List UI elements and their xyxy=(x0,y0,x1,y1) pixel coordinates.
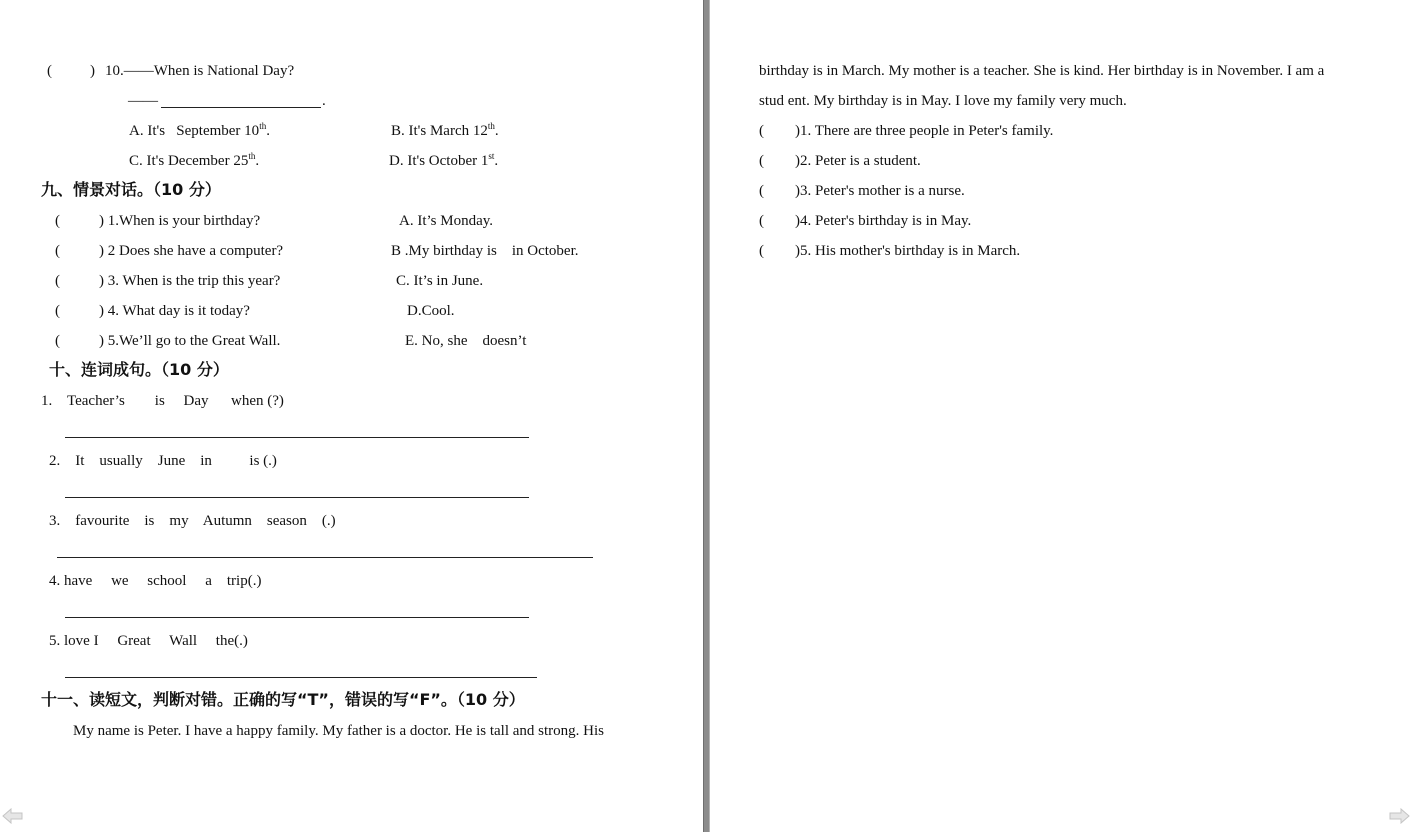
s10-item2: 2. It usually June in is (.) xyxy=(49,453,277,469)
right-page xyxy=(710,0,1421,832)
s11-q4: )4. Peter's birthday is in May. xyxy=(795,213,972,229)
s10-item1: 1. Teacher’s is Day when (?) xyxy=(41,393,284,409)
s9-row4-question: ) 4. What day is it today? xyxy=(99,303,250,319)
q10-option-a: A. It's September 10th. xyxy=(129,121,270,139)
s10-item4: 4. have we school a trip(.) xyxy=(49,573,262,589)
s9-row4-answer: D.Cool. xyxy=(407,303,455,319)
s9-row3-answer: C. It’s in June. xyxy=(396,273,484,289)
s11-q4-paren: ( xyxy=(759,213,764,229)
s9-row5-answer: E. No, she doesn’t xyxy=(405,333,527,349)
q10-paren-close: ) xyxy=(90,63,95,79)
s10-item2-answer-line[interactable] xyxy=(65,497,529,498)
section9-title: 九、情景对话。（10 分） xyxy=(41,180,221,199)
s9-row4-paren: ( xyxy=(55,303,60,319)
s11-q5-paren: ( xyxy=(759,243,764,259)
section10-title: 十、连词成句。（10 分） xyxy=(49,360,229,379)
s11-q2: )2. Peter is a student. xyxy=(795,153,921,169)
s11-passage-line1: My name is Peter. I have a happy family. My father is a doctor. He is tall and strong. His xyxy=(73,723,604,739)
s11-q3-paren: ( xyxy=(759,183,764,199)
s11-q5: )5. His mother's birthday is in March. xyxy=(795,243,1021,259)
s9-row5-paren: ( xyxy=(55,333,60,349)
s11-q2-paren: ( xyxy=(759,153,764,169)
s9-row1-answer: A. It’s Monday. xyxy=(399,213,494,229)
s10-item5: 5. love I Great Wall the(.) xyxy=(49,633,248,649)
s9-row5-question: ) 5.We’ll go to the Great Wall. xyxy=(99,333,281,349)
s11-q1-paren: ( xyxy=(759,123,764,139)
q10-answer-end: . xyxy=(322,93,326,109)
s11-q3: )3. Peter's mother is a nurse. xyxy=(795,183,965,199)
s9-row2-answer: B .My birthday is in October. xyxy=(391,243,579,259)
s9-row3-question: ) 3. When is the trip this year? xyxy=(99,273,281,289)
s9-row1-paren: ( xyxy=(55,213,60,229)
q10-answer-dash: —— xyxy=(128,93,158,109)
s10-item3-answer-line[interactable] xyxy=(57,557,593,558)
page-divider xyxy=(703,0,710,832)
s11-passage-line2: birthday is in March. My mother is a teacher. She is kind. Her birthday is in November. I am a xyxy=(759,63,1325,79)
s9-row1-question: ) 1.When is your birthday? xyxy=(99,213,261,229)
s9-row2-paren: ( xyxy=(55,243,60,259)
s9-row3-paren: ( xyxy=(55,273,60,289)
s10-item5-answer-line[interactable] xyxy=(65,677,537,678)
s11-q1: )1. There are three people in Peter's family. xyxy=(795,123,1054,139)
q10-option-b: B. It's March 12th. xyxy=(391,121,499,139)
q10-question: 10.——When is National Day? xyxy=(105,63,295,79)
right-arrow-icon[interactable] xyxy=(1388,808,1410,824)
q10-option-d: D. It's October 1st. xyxy=(389,151,499,169)
section11-title: 十一、读短文，判断对错。正确的写“T”，错误的写“F”。（10 分） xyxy=(41,690,525,709)
q10-option-c: C. It's December 25th. xyxy=(129,151,260,169)
q10-answer-line[interactable] xyxy=(161,107,321,108)
q10-paren-open: ( xyxy=(47,63,52,79)
s10-item3: 3. favourite is my Autumn season (.) xyxy=(49,513,336,529)
s10-item1-answer-line[interactable] xyxy=(65,437,529,438)
left-page xyxy=(0,0,703,832)
left-arrow-icon[interactable] xyxy=(2,808,24,824)
s10-item4-answer-line[interactable] xyxy=(65,617,529,618)
s11-passage-line3: stud ent. My birthday is in May. I love my family very much. xyxy=(759,93,1127,109)
s9-row2-question: ) 2 Does she have a computer? xyxy=(99,243,284,259)
